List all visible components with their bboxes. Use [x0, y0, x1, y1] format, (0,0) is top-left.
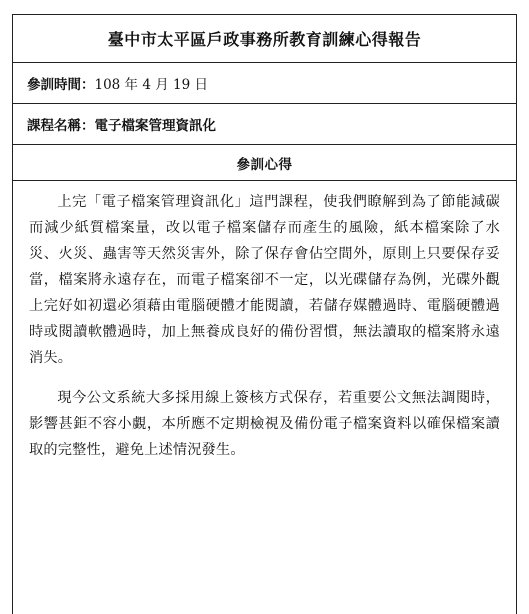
reflection-paragraph: 現今公文系統大多採用線上簽核方式保存，若重要公文無法調閱時，影響甚鉅不容小覷，本所應不定期檢視及備份電子檔案資料以確保檔案讀取的完整性，避免上述情況發生。 — [29, 390, 500, 458]
reflection-paragraph: 上完「電子檔案管理資訊化」這門課程，使我們瞭解到為了節能減碳而減少紙質檔案量，改以電子檔案儲存而產生的風險，紙本檔案除了水災、火災、蟲害等天然災害外，除了保存會佔空間外，原則上只要保存妥當，檔案將永遠存在，而電子檔案卻不一定，以光碟儲存為例，光碟外觀上完好如初還必須藉由電腦硬體才能閱讀，若儲存媒體過時、電腦硬體過時或閱讀軟體過時，加上無養成良好的備份習慣，無法讀取的檔案將永遠消失。 — [29, 194, 500, 366]
training-date-label: 參訓時間： — [27, 77, 95, 93]
reflection-title: 參訓心得 — [236, 156, 293, 173]
title-row — [13, 15, 516, 63]
reflection-body — [13, 181, 516, 463]
report-title: 臺中市太平區戶政事務所教育訓練心得報告 — [107, 30, 422, 49]
report-form — [12, 14, 517, 614]
course-name-label: 課程名稱： — [27, 118, 95, 134]
reflection-header-row — [13, 145, 516, 181]
course-name-value: 電子檔案管理資訊化 — [94, 118, 216, 134]
training-date-row — [13, 63, 516, 104]
course-name-row — [13, 104, 516, 145]
training-date-value: 108 年 4 月 19 日 — [94, 77, 208, 93]
